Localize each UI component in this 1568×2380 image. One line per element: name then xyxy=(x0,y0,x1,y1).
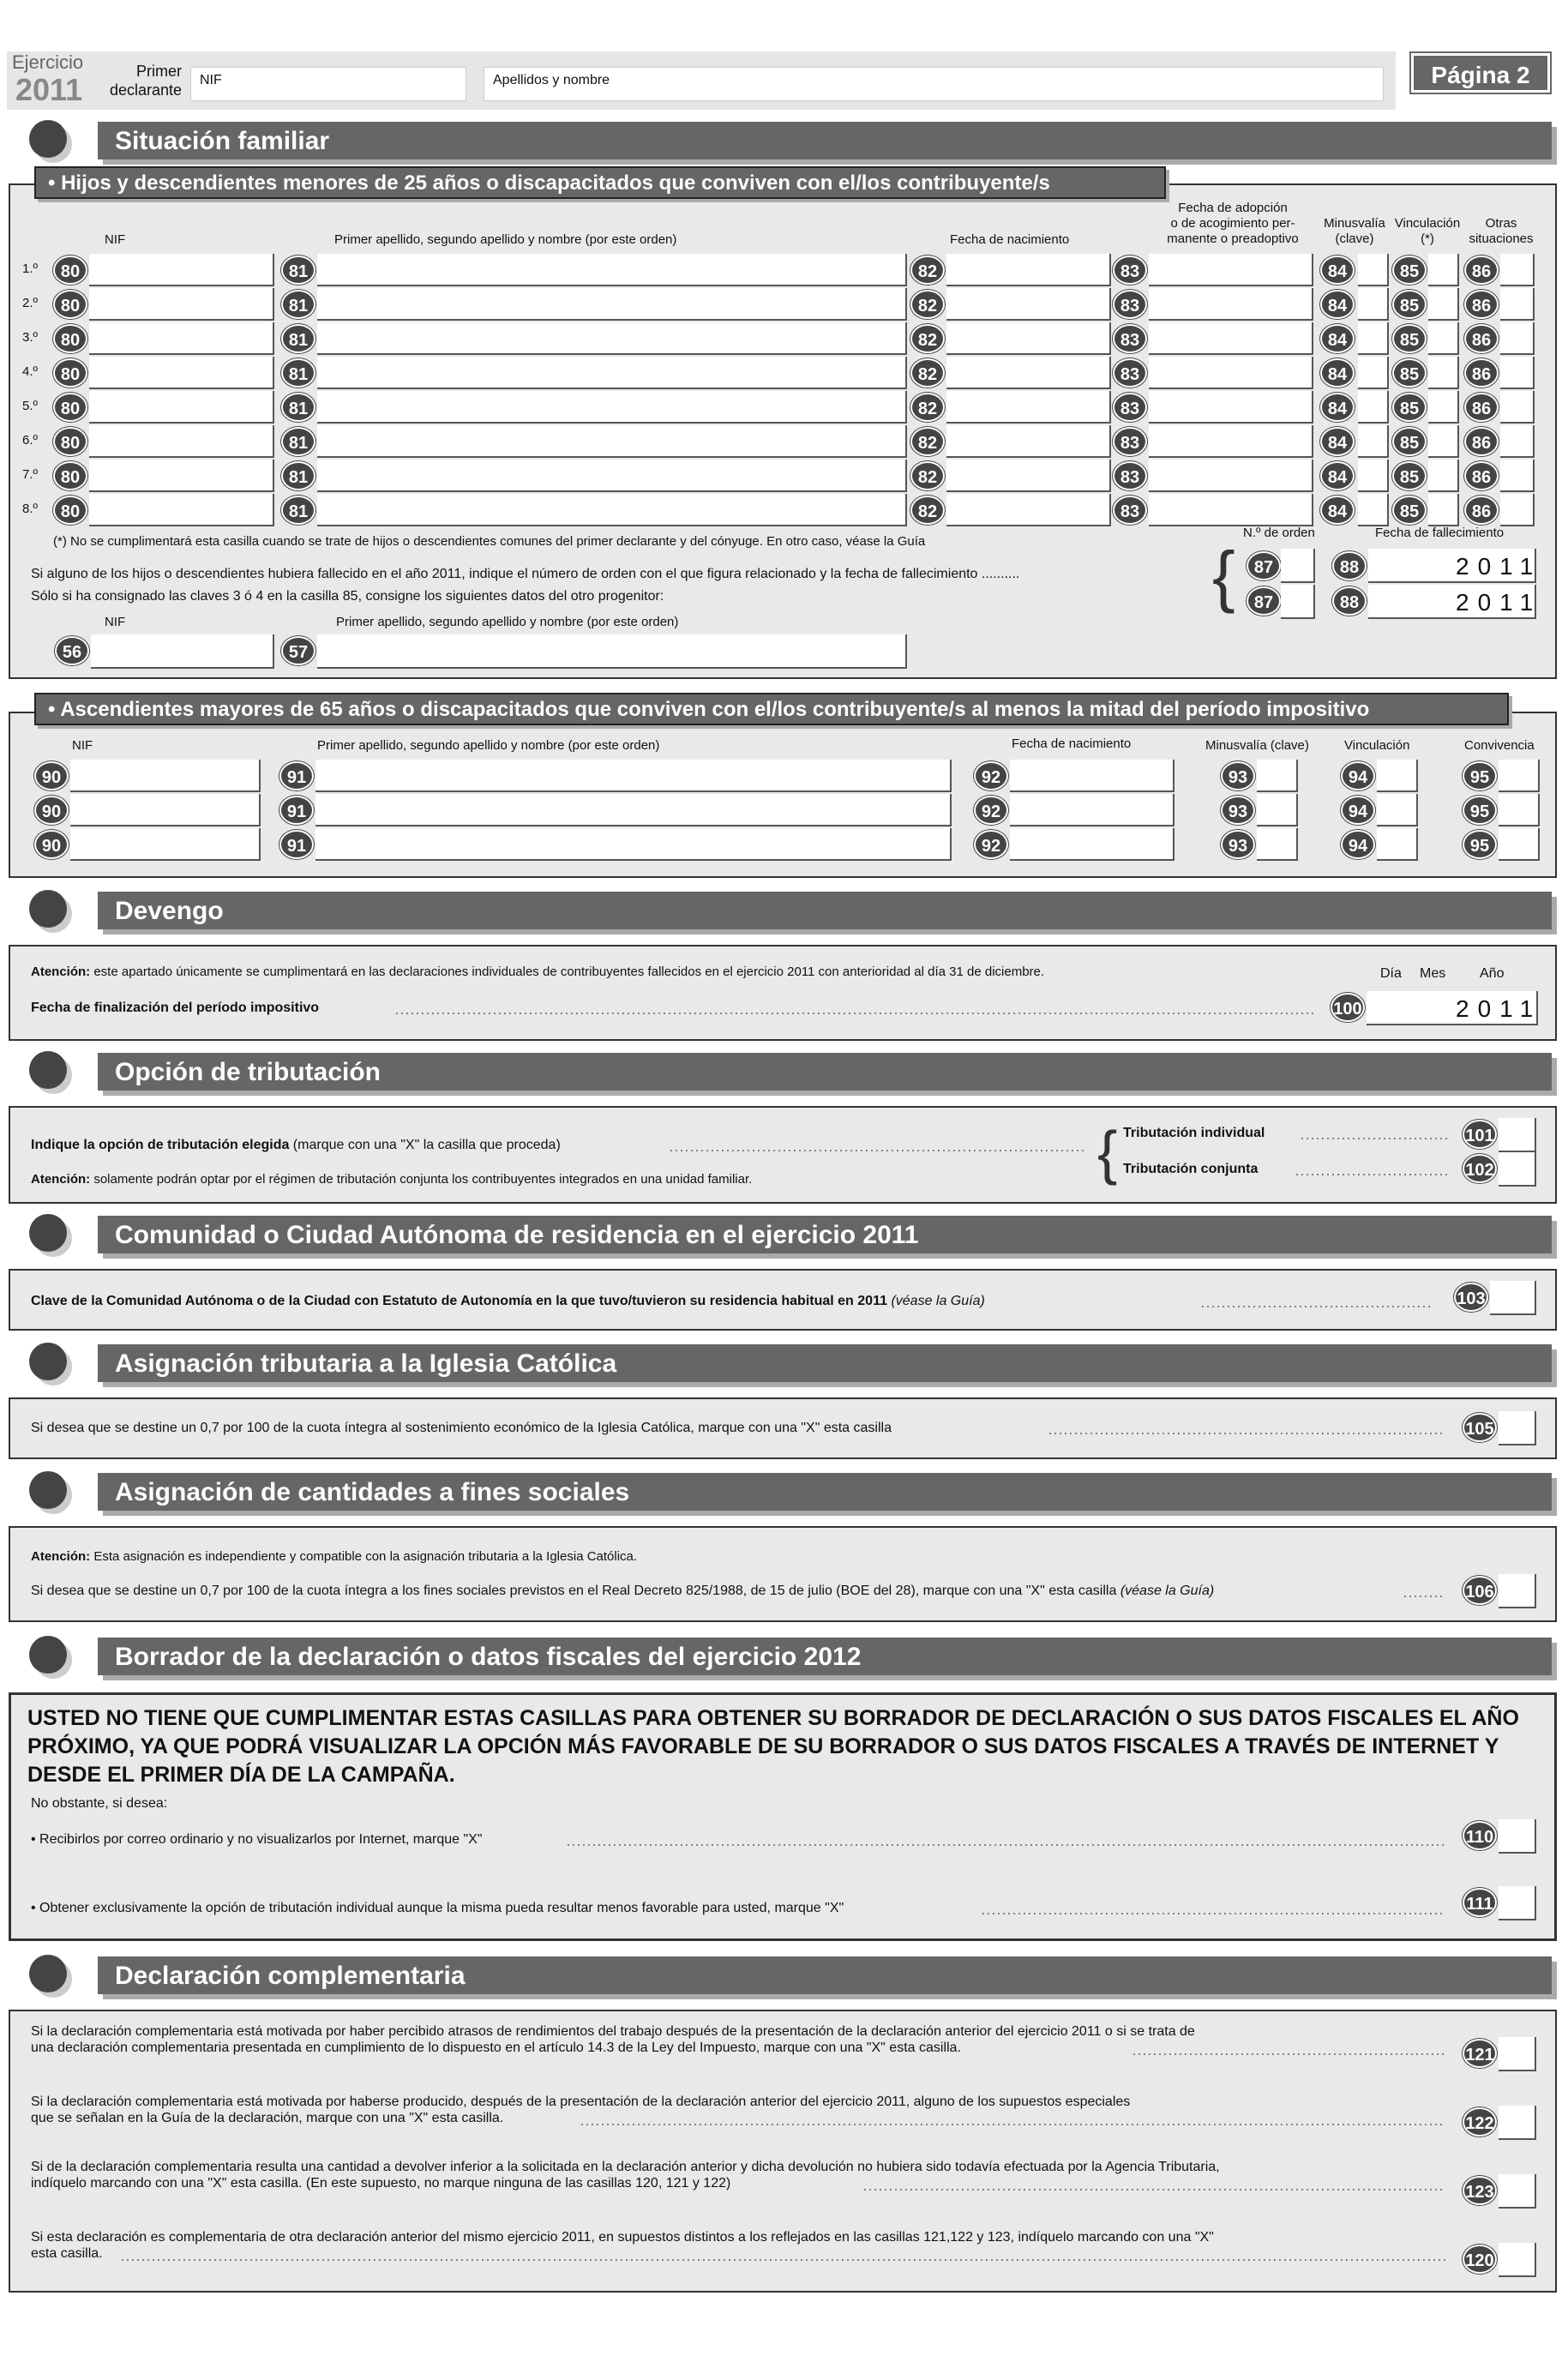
casilla-93: 93 xyxy=(1221,796,1255,825)
casilla-95: 95 xyxy=(1463,761,1497,790)
hijo-field-85[interactable] xyxy=(1428,494,1459,526)
page-number: Página 2 xyxy=(1411,53,1550,93)
hijo-field-84[interactable] xyxy=(1358,425,1389,458)
hijo-field-86[interactable] xyxy=(1500,391,1535,424)
devengo-atencion: Atención: este apartado únicamente se cumplimentará en las declaraciones individuales de contribuyentes fallecidos en el ejercicio 2011 con anterioridad al día 31 de diciembre. xyxy=(31,965,1045,979)
asc-field-91[interactable] xyxy=(315,760,952,792)
hijo-field-82[interactable] xyxy=(946,357,1111,389)
col-nombre: Primer apellido, segundo apellido y nombre (por este orden) xyxy=(334,232,677,247)
anio-label: Año xyxy=(1480,966,1505,981)
prog-nif-field[interactable] xyxy=(91,634,274,669)
tributacion-conjunta-label: Tributación conjunta xyxy=(1123,1162,1259,1176)
hijo-field-81[interactable] xyxy=(317,357,907,389)
dot-leader xyxy=(669,1137,1084,1154)
casilla-83: 83 xyxy=(1113,427,1147,456)
casilla-82: 82 xyxy=(910,324,945,353)
hijo-field-80[interactable] xyxy=(89,322,274,355)
casilla-80: 80 xyxy=(53,255,87,285)
casilla-87-b: 87 xyxy=(1247,586,1281,616)
asc-field-95[interactable] xyxy=(1499,794,1540,826)
hijos-title: • Hijos y descendientes menores de 25 años o discapacitados que conviven con el/los contribuyente/s xyxy=(34,166,1166,199)
hijo-field-84[interactable] xyxy=(1358,494,1389,526)
casilla-86: 86 xyxy=(1464,324,1499,353)
casilla-82: 82 xyxy=(910,290,945,319)
col-otras: Otras situaciones xyxy=(1469,216,1534,246)
casilla-90: 90 xyxy=(34,830,69,859)
casilla-83: 83 xyxy=(1113,255,1147,285)
dot-leader xyxy=(1132,2040,1445,2058)
devengo-box xyxy=(9,945,1557,1041)
casilla-94: 94 xyxy=(1341,830,1375,859)
casilla-56: 56 xyxy=(55,636,89,665)
hijo-field-83[interactable] xyxy=(1149,494,1313,526)
fecha-fin-label: Fecha de finalización del período impositivo xyxy=(31,1001,320,1015)
casilla-81: 81 xyxy=(281,324,315,353)
asc-field-92[interactable] xyxy=(1010,794,1174,826)
casilla-86: 86 xyxy=(1464,290,1499,319)
hijo-field-80[interactable] xyxy=(89,391,274,424)
conjunta-checkbox[interactable] xyxy=(1499,1152,1536,1187)
hijo-field-81[interactable] xyxy=(317,460,907,492)
casilla-80: 80 xyxy=(53,496,87,525)
dot-leader xyxy=(120,2246,1445,2263)
hijo-field-84[interactable] xyxy=(1358,391,1389,424)
casilla-93: 93 xyxy=(1221,761,1255,790)
casilla-84: 84 xyxy=(1320,393,1355,422)
casilla-82: 82 xyxy=(910,358,945,388)
casilla-82: 82 xyxy=(910,496,945,525)
hijo-field-80[interactable] xyxy=(89,288,274,321)
ejercicio-label: Ejercicio xyxy=(12,51,84,73)
casilla-81: 81 xyxy=(281,461,315,490)
hijo-field-80[interactable] xyxy=(89,357,274,389)
hijo-field-85[interactable] xyxy=(1428,425,1459,458)
fallecido-text: Si alguno de los hijos o descendientes hubiera fallecido en el año 2011, indique el número de orden con el que figura relacionado y la fecha de fallecimiento .......... xyxy=(31,567,1020,581)
op1-checkbox[interactable] xyxy=(1499,1819,1536,1854)
casilla-83: 83 xyxy=(1113,358,1147,388)
casilla-82: 82 xyxy=(910,393,945,422)
casilla-103: 103 xyxy=(1454,1283,1488,1312)
row-number: 3.º xyxy=(22,330,38,345)
row-number: 6.º xyxy=(22,433,38,448)
orden-field-2[interactable] xyxy=(1281,585,1315,619)
hijo-field-86[interactable] xyxy=(1500,357,1535,389)
hijo-field-84[interactable] xyxy=(1358,357,1389,389)
col-adopcion: Fecha de adopción o de acogimiento per- manente o preadoptivo xyxy=(1167,201,1299,246)
casilla-85: 85 xyxy=(1392,393,1427,422)
opcion-atencion: Atención: solamente podrán optar por el régimen de tributación conjunta los contribuyentes integrados en una unidad familiar. xyxy=(31,1172,753,1187)
asc-field-94[interactable] xyxy=(1377,794,1418,826)
casilla-85: 85 xyxy=(1392,255,1427,285)
casilla-91: 91 xyxy=(279,830,314,859)
primer-declarante-label: Primer declarante xyxy=(109,63,182,99)
progenitor-text: Sólo si ha consignado las claves 3 ó 4 en la casilla 85, consigne los siguientes datos del otro progenitor: xyxy=(31,589,664,604)
casilla-80: 80 xyxy=(53,358,87,388)
asc-col-nif: NIF xyxy=(72,738,93,753)
casilla-87-a: 87 xyxy=(1247,551,1281,580)
casilla-95: 95 xyxy=(1463,830,1497,859)
fines-atencion: Atención: Esta asignación es independiente y compatible con la asignación tributaria a la Iglesia Católica. xyxy=(31,1549,638,1564)
casilla-85: 85 xyxy=(1392,290,1427,319)
iglesia-text: Si desea que se destine un 0,7 por 100 de la cuota íntegra al sostenimiento económico de la Iglesia Católica, marque con una "X" esta casilla xyxy=(31,1421,892,1435)
comp121-checkbox[interactable] xyxy=(1499,2037,1536,2071)
casilla-86: 86 xyxy=(1464,496,1499,525)
casilla-90: 90 xyxy=(34,796,69,825)
hijo-field-82[interactable] xyxy=(946,254,1111,286)
casilla-101: 101 xyxy=(1463,1120,1497,1149)
asc-field-90[interactable] xyxy=(70,794,261,826)
section-title: Asignación de cantidades a fines sociales xyxy=(98,1473,1552,1511)
hijo-field-83[interactable] xyxy=(1149,322,1313,355)
ejercicio-year: 2011 xyxy=(15,72,83,107)
hijo-field-86[interactable] xyxy=(1500,494,1535,526)
tributacion-individual-label: Tributación individual xyxy=(1123,1126,1265,1140)
borrador-op2: • Obtener exclusivamente la opción de tributación individual aunque la misma pueda resultar menos favorable para usted, marque "X" xyxy=(31,1901,844,1915)
hijos-title-text: Hijos y descendientes menores de 25 años o discapacitados que conviven con el/los contribuyente/s xyxy=(61,171,1050,195)
casilla-92: 92 xyxy=(974,796,1008,825)
fecha-fallecimiento-label: Fecha de fallecimiento xyxy=(1375,526,1505,540)
casilla-120: 120 xyxy=(1463,2245,1497,2274)
dot-leader xyxy=(566,1831,1445,1848)
casilla-84: 84 xyxy=(1320,290,1355,319)
dot-leader xyxy=(580,2111,1445,2128)
casilla-80: 80 xyxy=(53,324,87,353)
asc-col-minus: Minusvalía (clave) xyxy=(1205,738,1309,753)
casilla-123: 123 xyxy=(1463,2176,1497,2205)
comunidad-field[interactable] xyxy=(1490,1281,1536,1315)
row-number: 7.º xyxy=(22,467,38,482)
hijo-field-81[interactable] xyxy=(317,425,907,458)
dia-label: Día xyxy=(1380,966,1402,981)
casilla-81: 81 xyxy=(281,496,315,525)
casilla-110: 110 xyxy=(1463,1821,1497,1850)
asc-col-conv: Convivencia xyxy=(1464,738,1535,753)
hijo-field-85[interactable] xyxy=(1428,357,1459,389)
year-2011-c: 2011 xyxy=(1456,995,1542,1022)
casilla-94: 94 xyxy=(1341,761,1375,790)
iglesia-checkbox[interactable] xyxy=(1499,1411,1536,1445)
prog-nif-label: NIF xyxy=(105,615,126,629)
comp-p4: Si esta declaración es complementaria de otra declaración anterior del mismo ejercicio 2011, en supuestos distintos a los reflejados en las casillas 121,122 y 123, indíquelo marcando con una "X" esta casilla. xyxy=(31,2230,1214,2261)
row-number: 2.º xyxy=(22,296,38,310)
casilla-91: 91 xyxy=(279,761,314,790)
section-title: Opción de tributación xyxy=(98,1053,1552,1091)
casilla-94: 94 xyxy=(1341,796,1375,825)
casilla-85: 85 xyxy=(1392,427,1427,456)
hijo-field-80[interactable] xyxy=(89,494,274,526)
apellidos-field[interactable]: Apellidos y nombre xyxy=(484,67,1384,101)
casilla-95: 95 xyxy=(1463,796,1497,825)
op2-checkbox[interactable] xyxy=(1499,1886,1536,1920)
casilla-57: 57 xyxy=(281,636,315,665)
casilla-83: 83 xyxy=(1113,496,1147,525)
col-nacimiento: Fecha de nacimiento xyxy=(950,232,1070,247)
casilla-81: 81 xyxy=(281,290,315,319)
casilla-83: 83 xyxy=(1113,393,1147,422)
casilla-90: 90 xyxy=(34,761,69,790)
casilla-81: 81 xyxy=(281,393,315,422)
opcion-box xyxy=(9,1106,1557,1204)
casilla-100: 100 xyxy=(1331,993,1365,1022)
casilla-81: 81 xyxy=(281,255,315,285)
hijo-field-81[interactable] xyxy=(317,322,907,355)
casilla-102: 102 xyxy=(1463,1154,1497,1183)
casilla-84: 84 xyxy=(1320,358,1355,388)
casilla-80: 80 xyxy=(53,393,87,422)
row-number: 1.º xyxy=(22,261,38,276)
hijo-field-84[interactable] xyxy=(1358,288,1389,321)
hijo-field-83[interactable] xyxy=(1149,288,1313,321)
hijo-field-82[interactable] xyxy=(946,322,1111,355)
hijo-field-81[interactable] xyxy=(317,391,907,424)
dot-leader xyxy=(862,2176,1445,2193)
casilla-85: 85 xyxy=(1392,461,1427,490)
casilla-83: 83 xyxy=(1113,461,1147,490)
hijo-field-81[interactable] xyxy=(317,254,907,286)
casilla-122: 122 xyxy=(1463,2107,1497,2137)
casilla-81: 81 xyxy=(281,358,315,388)
casilla-86: 86 xyxy=(1464,358,1499,388)
hijo-field-83[interactable] xyxy=(1149,254,1313,286)
col-vinculacion: Vinculación (*) xyxy=(1394,216,1461,246)
hijo-field-81[interactable] xyxy=(317,288,907,321)
borrador-op1: • Recibirlos por correo ordinario y no visualizarlos por Internet, marque "X" xyxy=(31,1832,483,1847)
casilla-92: 92 xyxy=(974,761,1008,790)
casilla-91: 91 xyxy=(279,796,314,825)
asc-field-95[interactable] xyxy=(1499,760,1540,792)
casilla-86: 86 xyxy=(1464,461,1499,490)
hijo-field-85[interactable] xyxy=(1428,254,1459,286)
casilla-80: 80 xyxy=(53,427,87,456)
opcion-indique: Indique la opción de tributación elegida (marque con una "X" la casilla que proceda) xyxy=(31,1138,561,1152)
asc-field-90[interactable] xyxy=(70,760,261,792)
fines-text: Si desea que se destine un 0,7 por 100 de la cuota íntegra a los fines sociales previstos en el Real Decreto 825/1988, de 15 de julio (BOE del 28), marque con una "X" esta casilla (véase la Guía) xyxy=(31,1584,1215,1598)
casilla-84: 84 xyxy=(1320,324,1355,353)
asc-field-93[interactable] xyxy=(1257,828,1298,861)
casilla-121: 121 xyxy=(1463,2039,1497,2068)
casilla-92: 92 xyxy=(974,830,1008,859)
hijo-field-86[interactable] xyxy=(1500,425,1535,458)
asc-field-92[interactable] xyxy=(1010,828,1174,861)
brace: { xyxy=(1097,1119,1118,1186)
asc-field-94[interactable] xyxy=(1377,760,1418,792)
casilla-84: 84 xyxy=(1320,255,1355,285)
comp-p3: Si de la declaración complementaria resulta una cantidad a devolver inferior a la solicitada en la declaración anterior y dicha devolución no hubiera sido todavía efectuada por la Agencia Tributaria, indíquelo marcando con una "X" esta casilla. (En este supuesto, no marque ninguna de las casillas 120, 121 y 122) xyxy=(31,2160,1220,2191)
dot-leader xyxy=(1300,1125,1447,1142)
casilla-86: 86 xyxy=(1464,427,1499,456)
section-title: Comunidad o Ciudad Autónoma de residencia en el ejercicio 2011 xyxy=(98,1216,1552,1253)
casilla-83: 83 xyxy=(1113,290,1147,319)
mes-label: Mes xyxy=(1420,966,1446,981)
prog-nombre-label: Primer apellido, segundo apellido y nombre (por este orden) xyxy=(336,615,679,629)
fines-box xyxy=(9,1526,1557,1622)
asc-field-94[interactable] xyxy=(1377,828,1418,861)
casilla-111: 111 xyxy=(1463,1888,1497,1917)
hijo-field-80[interactable] xyxy=(89,254,274,286)
hijo-field-86[interactable] xyxy=(1500,254,1535,286)
hijo-field-80[interactable] xyxy=(89,460,274,492)
hijo-field-85[interactable] xyxy=(1428,288,1459,321)
casilla-83: 83 xyxy=(1113,324,1147,353)
casilla-84: 84 xyxy=(1320,496,1355,525)
no-obstante: No obstante, si desea: xyxy=(31,1796,168,1811)
casilla-85: 85 xyxy=(1392,358,1427,388)
asc-field-90[interactable] xyxy=(70,828,261,861)
brace: { xyxy=(1212,538,1235,614)
hijo-field-83[interactable] xyxy=(1149,357,1313,389)
hijo-field-85[interactable] xyxy=(1428,322,1459,355)
prog-nombre-field[interactable] xyxy=(317,634,907,669)
asc-col-nac: Fecha de nacimiento xyxy=(1012,736,1132,751)
col-nif: NIF xyxy=(105,232,126,247)
comunidad-text: Clave de la Comunidad Autónoma o de la Ciudad con Estatuto de Autonomía en la que tuvo/tuvieron su residencia habitual en 2011 (véase la Guía) xyxy=(31,1294,985,1308)
n-orden-label: N.º de orden xyxy=(1243,526,1315,540)
comp-p1: Si la declaración complementaria está motivada por haber percibido atrasos de rendimientos del trabajo después de la presentación de la declaración anterior del ejercicio 2011 o si se trata de una declaración complementaria presentada en cumplimiento de lo dispuesto en el artículo 14.3 de la Ley del Impuesto, marque con una "X" esta casilla. xyxy=(31,2024,1195,2055)
casilla-82: 82 xyxy=(910,255,945,285)
casilla-84: 84 xyxy=(1320,461,1355,490)
individual-checkbox[interactable] xyxy=(1499,1118,1536,1152)
casilla-85: 85 xyxy=(1392,496,1427,525)
asc-col-vinc: Vinculación xyxy=(1344,738,1410,753)
section-title: Asignación tributaria a la Iglesia Católica xyxy=(98,1344,1552,1382)
col-minusvalia: Minusvalía (clave) xyxy=(1324,216,1385,246)
asc-col-nombre: Primer apellido, segundo apellido y nombre (por este orden) xyxy=(317,738,660,753)
hijo-field-83[interactable] xyxy=(1149,391,1313,424)
hijo-field-80[interactable] xyxy=(89,425,274,458)
asc-field-91[interactable] xyxy=(315,828,952,861)
casilla-105: 105 xyxy=(1463,1413,1497,1442)
hijo-field-85[interactable] xyxy=(1428,391,1459,424)
casilla-88-b: 88 xyxy=(1332,586,1367,616)
casilla-86: 86 xyxy=(1464,393,1499,422)
dot-leader xyxy=(1295,1161,1447,1178)
casilla-81: 81 xyxy=(281,427,315,456)
year-2011-a: 2011 xyxy=(1456,553,1542,580)
asc-field-91[interactable] xyxy=(315,794,952,826)
comp-p2: Si la declaración complementaria está motivada por haberse producido, después de la presentación de la declaración anterior del ejercicio 2011, alguno de los supuestos especiales que se señalan en la Guía de la declaración, marque con una "X" esta casilla. xyxy=(31,2095,1131,2125)
hijo-field-82[interactable] xyxy=(946,391,1111,424)
row-number: 4.º xyxy=(22,364,38,379)
ascendientes-title-text: Ascendientes mayores de 65 años o discapacitados que conviven con el/los contribuyente/s al menos la mitad del período impositivo xyxy=(60,698,1370,721)
comp122-checkbox[interactable] xyxy=(1499,2106,1536,2140)
hijo-field-84[interactable] xyxy=(1358,254,1389,286)
orden-field-1[interactable] xyxy=(1281,549,1315,583)
casilla-86: 86 xyxy=(1464,255,1499,285)
hijo-field-85[interactable] xyxy=(1428,460,1459,492)
casilla-80: 80 xyxy=(53,290,87,319)
casilla-82: 82 xyxy=(910,461,945,490)
ascendientes-title: • Ascendientes mayores de 65 años o discapacitados que conviven con el/los contribuyente/s al menos la mitad del período impositivo xyxy=(34,693,1509,725)
casilla-93: 93 xyxy=(1221,830,1255,859)
section-title: Declaración complementaria xyxy=(98,1956,1552,1994)
hijos-nota: (*) No se cumplimentará esta casilla cuando se trate de hijos o descendientes comunes del primer declarante y del cónyuge. En otro caso, véase la Guía xyxy=(53,534,926,549)
hijo-field-82[interactable] xyxy=(946,425,1111,458)
comp123-checkbox[interactable] xyxy=(1499,2174,1536,2209)
section-title: Devengo xyxy=(98,892,1552,929)
borrador-aviso: USTED NO TIENE QUE CUMPLIMENTAR ESTAS CASILLAS PARA OBTENER SU BORRADOR DE DECLARACIÓN O SUS DATOS FISCALES EL AÑO PRÓXIMO, YA QUE PODRÁ VISUALIZAR LA OPCIÓN MÁS FAVORABLE DE SU BORRADOR O SUS DATOS FISCALES A TRAVÉS DE INTERNET Y DESDE EL PRIMER DÍA DE LA CAMPAÑA. xyxy=(27,1706,1519,1787)
dot-leader xyxy=(1403,1583,1445,1600)
hijo-field-82[interactable] xyxy=(946,288,1111,321)
casilla-82: 82 xyxy=(910,427,945,456)
hijo-field-84[interactable] xyxy=(1358,322,1389,355)
asc-field-92[interactable] xyxy=(1010,760,1174,792)
casilla-80: 80 xyxy=(53,461,87,490)
asc-field-93[interactable] xyxy=(1257,760,1298,792)
fines-checkbox[interactable] xyxy=(1499,1574,1536,1608)
hijo-field-83[interactable] xyxy=(1149,460,1313,492)
dot-leader xyxy=(1200,1293,1433,1310)
casilla-106: 106 xyxy=(1463,1576,1497,1605)
hijo-field-83[interactable] xyxy=(1149,425,1313,458)
hijo-field-84[interactable] xyxy=(1358,460,1389,492)
hijo-field-86[interactable] xyxy=(1500,322,1535,355)
dot-leader xyxy=(1048,1420,1445,1437)
hijo-field-82[interactable] xyxy=(946,494,1111,526)
row-number: 5.º xyxy=(22,399,38,413)
casilla-88-a: 88 xyxy=(1332,551,1367,580)
asc-field-93[interactable] xyxy=(1257,794,1298,826)
asc-field-95[interactable] xyxy=(1499,828,1540,861)
hijo-field-86[interactable] xyxy=(1500,288,1535,321)
section-title: Borrador de la declaración o datos fiscales del ejercicio 2012 xyxy=(98,1638,1552,1675)
year-2011-b: 2011 xyxy=(1456,589,1542,616)
dot-leader xyxy=(394,1000,1313,1017)
dot-leader xyxy=(981,1900,1445,1917)
nif-field[interactable]: NIF xyxy=(190,67,466,101)
hijo-field-82[interactable] xyxy=(946,460,1111,492)
row-number: 8.º xyxy=(22,502,38,516)
casilla-85: 85 xyxy=(1392,324,1427,353)
section-title: Situación familiar xyxy=(98,122,1552,159)
hijo-field-86[interactable] xyxy=(1500,460,1535,492)
hijo-field-81[interactable] xyxy=(317,494,907,526)
casilla-84: 84 xyxy=(1320,427,1355,456)
comp120-checkbox[interactable] xyxy=(1499,2243,1536,2277)
